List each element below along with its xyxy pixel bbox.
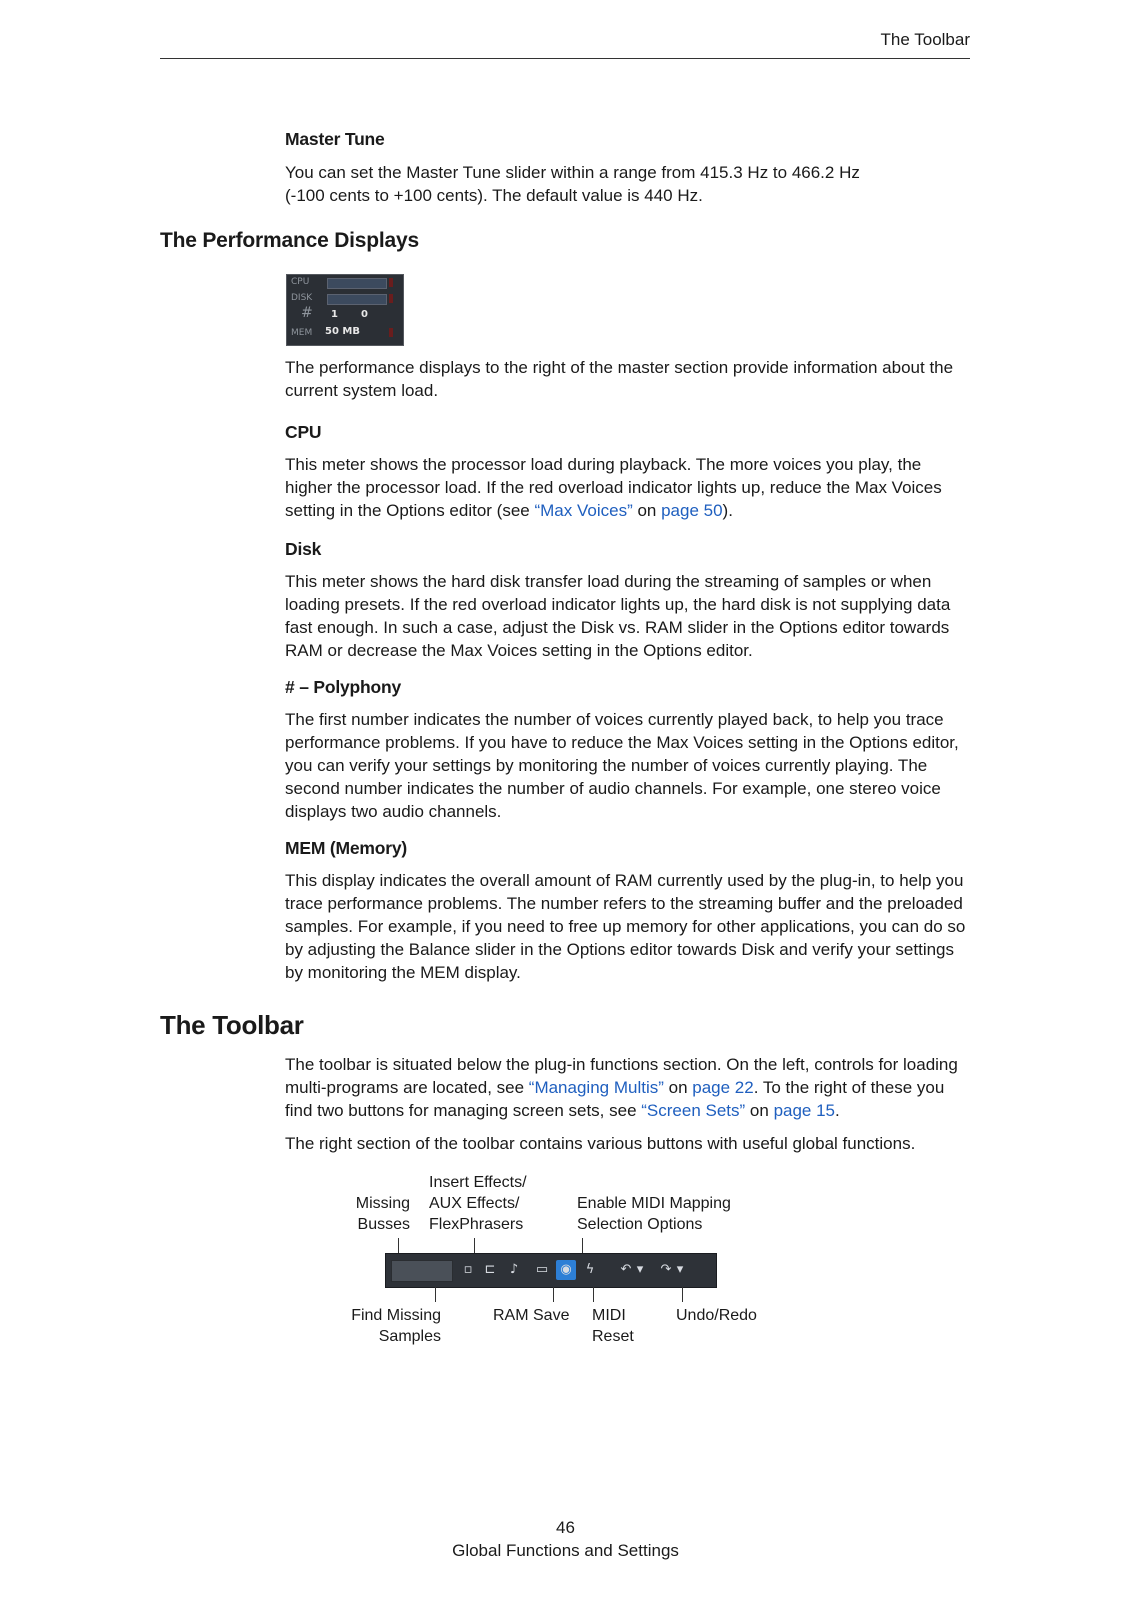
performance-intro: The performance displays to the right of the master section provide information about the current system load. [285, 358, 954, 400]
toolbar-p2: The right section of the toolbar contains various buttons with useful global functions. [285, 1134, 916, 1153]
cpu-meter-label: CPU [291, 277, 310, 287]
caption-undo-redo: Undo/Redo [676, 1307, 757, 1324]
disk-meter-label: DISK [291, 293, 313, 303]
toolbar-p1 [285, 1053, 970, 1122]
leader-midi-reset [593, 1287, 594, 1302]
caption-insert-1: Insert Effects/ [429, 1174, 527, 1191]
leader-undo-redo [682, 1287, 683, 1302]
managing-multis-link[interactable]: “Managing Multis” [528, 1078, 664, 1097]
missing-busses-button[interactable] [391, 1260, 453, 1282]
caption-midi-map-2: Selection Options [577, 1216, 703, 1233]
find-missing-samples-icon[interactable]: ▫ [463, 1262, 473, 1277]
caption-missing-busses-2: Busses [357, 1216, 410, 1233]
disk-meter [327, 294, 387, 305]
redo-icon[interactable]: ↷ [660, 1262, 672, 1277]
caption-insert-effects [429, 1172, 527, 1235]
redo-dropdown-icon[interactable]: ▾ [676, 1262, 684, 1277]
polyphony-channels: 0 [361, 309, 368, 320]
cpu-overload-led [389, 278, 393, 287]
leader-insert-effects [474, 1238, 475, 1253]
chapter-title: Global Functions and Settings [452, 1541, 679, 1560]
caption-find-missing [340, 1305, 441, 1347]
memory-body: This display indicates the overall amount of RAM currently used by the plug-in, to help you trace performance problems. The number refers to the streaming buffer and the preloaded samples. For example, if you need to free up memory for other applications, you can do so by adjusting the Balance slider in the Options editor towards Disk and verify your settings by monitoring the MEM display. [285, 871, 966, 982]
caption-midi-reset-1: MIDI [592, 1307, 626, 1324]
header-rule [160, 58, 970, 59]
midi-mapping-icon[interactable]: ◉ [556, 1260, 576, 1280]
running-header: The Toolbar [880, 30, 970, 49]
caption-midi-map-1: Enable MIDI Mapping [577, 1195, 731, 1212]
memory-heading: MEM (Memory) [285, 838, 408, 858]
disk-overload-led [389, 294, 393, 303]
caption-ram-save: RAM Save [493, 1307, 570, 1324]
master-tune-body [285, 161, 970, 207]
ram-save-icon[interactable]: ▭ [535, 1262, 549, 1277]
toolbar-p1-end: . [835, 1101, 840, 1120]
cpu-end: ). [722, 501, 733, 520]
master-tune-line-1: You can set the Master Tune slider within a range from 415.3 Hz to 466.2 Hz [285, 163, 860, 182]
max-voices-link[interactable]: “Max Voices” [534, 501, 633, 520]
caption-missing-busses-1: Missing [355, 1195, 410, 1212]
disk-heading: Disk [285, 539, 322, 559]
flexphrasers-icon[interactable]: ♪ [509, 1262, 519, 1277]
cpu-body [285, 453, 970, 522]
polyphony-heading: # – Polyphony [285, 677, 402, 697]
caption-midi-reset-2: Reset [592, 1328, 634, 1345]
toolbar-heading: The Toolbar [160, 1010, 304, 1040]
cpu-meter [327, 278, 387, 289]
mem-overload-led [389, 328, 393, 337]
master-tune-heading: Master Tune [285, 129, 385, 149]
leader-find-missing [435, 1287, 436, 1302]
page-number: 46 [556, 1518, 575, 1537]
polyphony-label: # [301, 305, 313, 321]
caption-insert-2: AUX Effects/ [429, 1195, 520, 1212]
page-22-link[interactable]: page 22 [692, 1078, 754, 1097]
page-50-link[interactable]: page 50 [661, 501, 723, 520]
toolbar-p1-on1: on [663, 1078, 693, 1097]
cpu-heading: CPU [285, 422, 322, 442]
caption-find-1: Find Missing [351, 1307, 441, 1324]
toolbar-p1-on2: on [745, 1101, 774, 1120]
performance-heading: The Performance Displays [160, 229, 419, 252]
toolbar-widget [385, 1253, 717, 1288]
toolbar-p1-a: The toolbar is situated below the plug-in functions section. On the left, controls for loading multi-programs are located, see [285, 1055, 958, 1097]
polyphony-body: The first number indicates the number of voices currently played back, to help you trace performance problems. If you have to reduce the Max Voices setting in the Options editor, you can verify your settings by monitoring the number of voices currently playing. The second number indicates the number of audio channels. For example, one stereo voice displays two audio channels. [285, 710, 959, 821]
leader-missing-busses [398, 1238, 399, 1253]
undo-icon[interactable]: ↶ [620, 1262, 632, 1277]
caption-insert-3: FlexPhrasers [429, 1216, 524, 1233]
polyphony-voices: 1 [331, 309, 338, 320]
insert-effects-icon[interactable]: ⊏ [484, 1262, 496, 1277]
leader-midi-mapping [582, 1238, 583, 1253]
master-tune-line-2: (-100 cents to +100 cents). The default value is 440 Hz. [285, 186, 703, 205]
toolbar-p1-b: . To the right of these you find two buttons for managing screen sets, see [285, 1078, 945, 1120]
performance-display-widget [286, 274, 404, 346]
page-15-link[interactable]: page 15 [773, 1101, 836, 1120]
disk-body: This meter shows the hard disk transfer load during the streaming of samples or when loading presets. If the red overload indicator lights up, the hard disk is not supplying data fast enough. In such a case, adjust the Disk vs. RAM slider in the Options editor towards RAM or decrease the Max Voices setting in the Options editor. [285, 572, 951, 660]
screen-sets-link[interactable]: “Screen Sets” [641, 1101, 746, 1120]
undo-dropdown-icon[interactable]: ▾ [636, 1262, 644, 1277]
mem-label: MEM [291, 328, 313, 338]
caption-midi-reset [592, 1305, 634, 1347]
midi-reset-icon[interactable]: ϟ [585, 1262, 595, 1277]
caption-missing-busses [352, 1193, 410, 1235]
caption-midi-mapping [577, 1193, 731, 1235]
cpu-on: on [632, 501, 662, 520]
leader-ram-save [553, 1287, 554, 1302]
caption-find-2: Samples [378, 1328, 441, 1345]
mem-value: 50 MB [325, 326, 360, 337]
cpu-text: This meter shows the processor load during playback. The more voices you play, the higher the processor load. If the red overload indicator lights up, reduce the Max Voices setting in the Options editor (see [285, 455, 942, 520]
